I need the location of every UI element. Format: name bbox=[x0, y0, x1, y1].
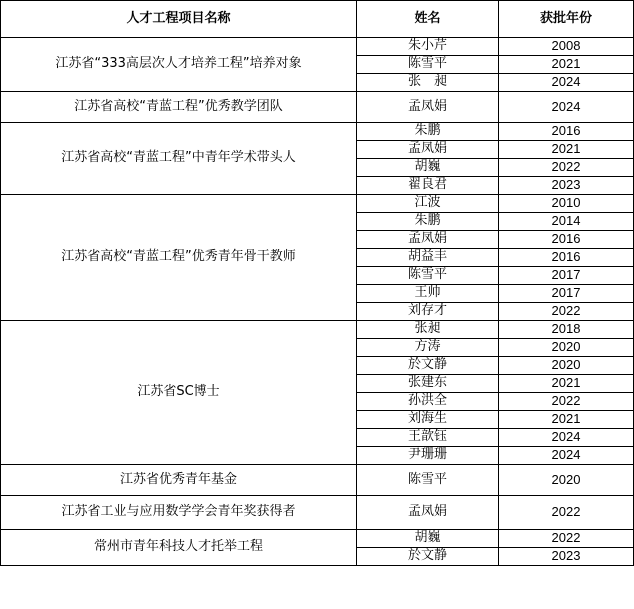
approval-year-cell: 2022 bbox=[499, 393, 634, 411]
person-name-cell: 於文静 bbox=[357, 548, 499, 566]
approval-year-cell: 2021 bbox=[499, 411, 634, 429]
table-body bbox=[1, 38, 634, 566]
person-name-cell: 胡巍 bbox=[357, 159, 499, 177]
table-row bbox=[1, 38, 634, 56]
person-name-cell: 孟凤娟 bbox=[357, 496, 499, 530]
project-name-cell: 江苏省高校“青蓝工程”优秀教学团队 bbox=[1, 92, 357, 123]
approval-year-cell: 2021 bbox=[499, 375, 634, 393]
header-approval-year: 获批年份 bbox=[499, 1, 634, 38]
approval-year-cell: 2022 bbox=[499, 159, 634, 177]
person-name-cell: 尹珊珊 bbox=[357, 447, 499, 465]
approval-year-cell: 2021 bbox=[499, 56, 634, 74]
approval-year-cell: 2022 bbox=[499, 496, 634, 530]
project-name-cell: 江苏省工业与应用数学学会青年奖获得者 bbox=[1, 496, 357, 530]
approval-year-cell: 2016 bbox=[499, 231, 634, 249]
approval-year-cell: 2024 bbox=[499, 74, 634, 92]
person-name-cell: 孙洪全 bbox=[357, 393, 499, 411]
person-name-cell: 王歆钰 bbox=[357, 429, 499, 447]
approval-year-cell: 2008 bbox=[499, 38, 634, 56]
header-row bbox=[1, 1, 634, 38]
person-name-cell: 孟凤娟 bbox=[357, 141, 499, 159]
table-row bbox=[1, 465, 634, 496]
approval-year-cell: 2017 bbox=[499, 285, 634, 303]
table-row bbox=[1, 321, 634, 339]
person-name-cell: 方涛 bbox=[357, 339, 499, 357]
approval-year-cell: 2018 bbox=[499, 321, 634, 339]
person-name-cell: 翟良君 bbox=[357, 177, 499, 195]
approval-year-cell: 2022 bbox=[499, 530, 634, 548]
project-name-cell: 江苏省优秀青年基金 bbox=[1, 465, 357, 496]
person-name-cell: 刘存才 bbox=[357, 303, 499, 321]
person-name-cell: 张昶 bbox=[357, 321, 499, 339]
table-row bbox=[1, 530, 634, 548]
table-row bbox=[1, 496, 634, 530]
person-name-cell: 胡巍 bbox=[357, 530, 499, 548]
person-name-cell: 陈雪平 bbox=[357, 267, 499, 285]
person-name-cell: 朱鹏 bbox=[357, 123, 499, 141]
person-name-cell: 陈雪平 bbox=[357, 465, 499, 496]
approval-year-cell: 2014 bbox=[499, 213, 634, 231]
person-name-cell: 刘海生 bbox=[357, 411, 499, 429]
approval-year-cell: 2016 bbox=[499, 123, 634, 141]
project-name-cell: 江苏省SC博士 bbox=[1, 321, 357, 465]
approval-year-cell: 2023 bbox=[499, 548, 634, 566]
approval-year-cell: 2017 bbox=[499, 267, 634, 285]
person-name-cell: 朱小芹 bbox=[357, 38, 499, 56]
approval-year-cell: 2016 bbox=[499, 249, 634, 267]
project-name-cell: 江苏省“333高层次人才培养工程”培养对象 bbox=[1, 38, 357, 92]
approval-year-cell: 2022 bbox=[499, 303, 634, 321]
approval-year-cell: 2020 bbox=[499, 357, 634, 375]
person-name-cell: 孟凤娟 bbox=[357, 231, 499, 249]
table-row bbox=[1, 123, 634, 141]
approval-year-cell: 2020 bbox=[499, 465, 634, 496]
person-name-cell: 张 昶 bbox=[357, 74, 499, 92]
table-header bbox=[1, 1, 634, 38]
header-project-name: 人才工程项目名称 bbox=[1, 1, 357, 38]
person-name-cell: 陈雪平 bbox=[357, 56, 499, 74]
approval-year-cell: 2024 bbox=[499, 429, 634, 447]
project-name-cell: 江苏省高校“青蓝工程”中青年学术带头人 bbox=[1, 123, 357, 195]
table-row bbox=[1, 195, 634, 213]
person-name-cell: 张建东 bbox=[357, 375, 499, 393]
person-name-cell: 於文静 bbox=[357, 357, 499, 375]
approval-year-cell: 2021 bbox=[499, 141, 634, 159]
person-name-cell: 朱鹏 bbox=[357, 213, 499, 231]
table-row bbox=[1, 92, 634, 123]
person-name-cell: 胡益丰 bbox=[357, 249, 499, 267]
approval-year-cell: 2010 bbox=[499, 195, 634, 213]
project-name-cell: 常州市青年科技人才托举工程 bbox=[1, 530, 357, 566]
project-name-cell: 江苏省高校“青蓝工程”优秀青年骨干教师 bbox=[1, 195, 357, 321]
approval-year-cell: 2023 bbox=[499, 177, 634, 195]
person-name-cell: 江波 bbox=[357, 195, 499, 213]
person-name-cell: 王帅 bbox=[357, 285, 499, 303]
header-person-name: 姓名 bbox=[357, 1, 499, 38]
person-name-cell: 孟凤娟 bbox=[357, 92, 499, 123]
approval-year-cell: 2024 bbox=[499, 92, 634, 123]
approval-year-cell: 2020 bbox=[499, 339, 634, 357]
approval-year-cell: 2024 bbox=[499, 447, 634, 465]
